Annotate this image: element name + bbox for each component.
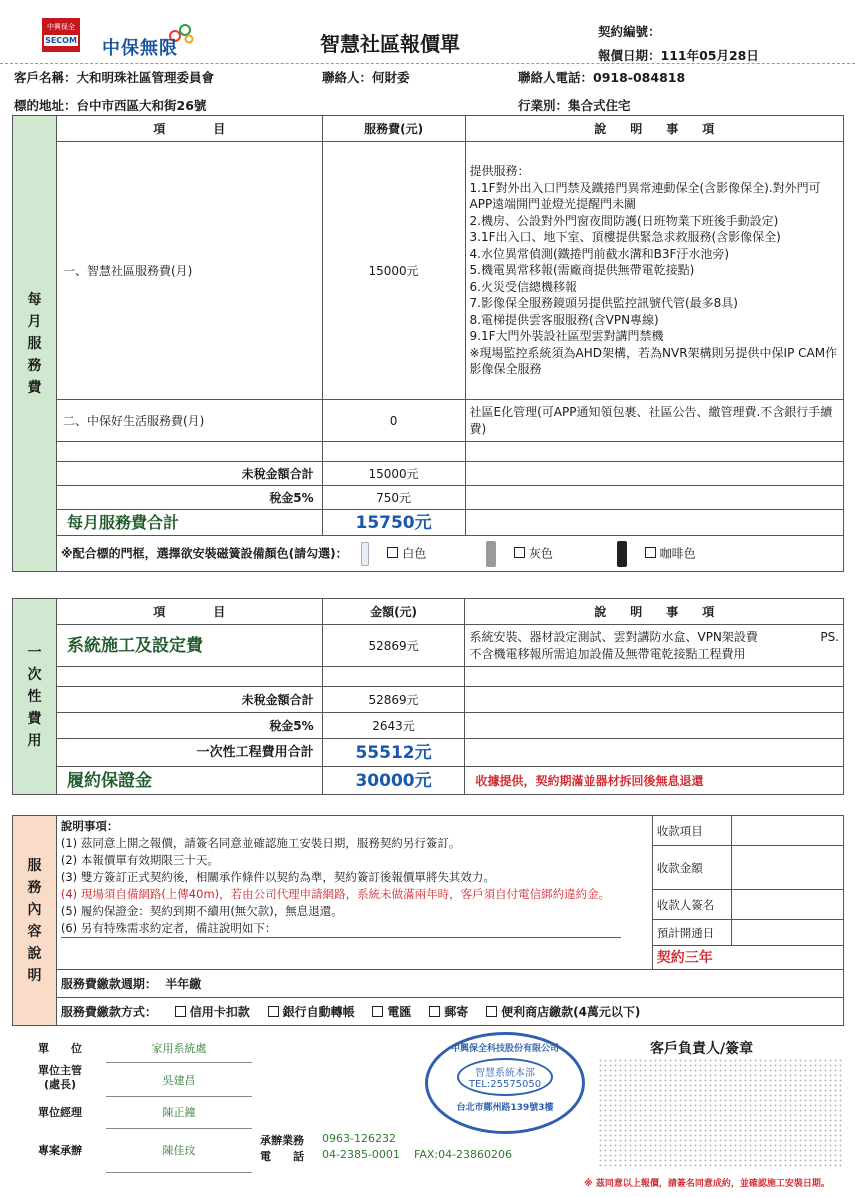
brown-sensor-icon xyxy=(617,541,627,567)
service-terms-table xyxy=(12,815,844,1026)
payment-period: 服務費繳款週期： 半年繳 xyxy=(56,970,843,998)
col-desc-header: 說 明 事 項 xyxy=(465,116,844,142)
good-life-fee: 0 xyxy=(322,400,465,442)
unit-manager-value: 陳正鐘 xyxy=(106,1104,252,1129)
white-sensor-icon xyxy=(361,542,369,566)
onetime-section-label: 一次性費用 xyxy=(13,599,57,795)
customer-name: 客戶名稱：大和明珠社區管理委員會 xyxy=(14,70,215,85)
col-item-header: 項 目 xyxy=(56,116,322,142)
monthly-fee-table xyxy=(12,115,844,572)
unit-value: 家用系統處 xyxy=(106,1040,252,1063)
deposit-amount: 30000元 xyxy=(322,767,465,795)
handler-value: 陳佳玟 xyxy=(106,1142,252,1173)
tel-value: 04-2385-0001 xyxy=(322,1148,400,1161)
contract-number-label: 契約編號： xyxy=(598,24,661,39)
industry-type: 行業別：集合式住宅 xyxy=(518,98,631,113)
customer-sign-title: 客戶負責人/簽章 xyxy=(650,1041,754,1057)
unit-manager-label: 單位經理 xyxy=(38,1106,82,1119)
receipt-signer-field[interactable] xyxy=(732,890,844,920)
monthly-tax: 750元 xyxy=(322,486,465,510)
contact-person: 聯絡人：何財委 xyxy=(322,70,410,85)
payment-method: 服務費繳款方式： 信用卡扣款 銀行自動轉帳 電匯 郵寄 便利商店繳款(4萬元以下) xyxy=(56,998,843,1026)
monthly-subtotal: 15000元 xyxy=(322,462,465,486)
smart-community-fee: 15000元 xyxy=(322,142,465,400)
site-address: 標的地址：台中市西區大和街26號 xyxy=(14,98,207,113)
footer-note: ※ 茲同意以上報價，請簽名同意成約，並確認施工安裝日期。 xyxy=(584,1179,830,1189)
deposit-label: 履約保證金 xyxy=(56,767,322,795)
receipt-signer-label: 收款人簽名 xyxy=(652,890,732,920)
onetime-subtotal: 52869元 xyxy=(322,687,465,713)
monthly-tax-label: 稅金5% xyxy=(56,486,322,510)
door-color-prompt: ※配合標的門框，選擇欲安裝磁簧設備顏色(請勾選)： xyxy=(60,546,348,560)
monthly-total-label: 每月服務費合計 xyxy=(56,510,322,536)
brown-checkbox[interactable] xyxy=(645,547,656,558)
onetime-col-fee: 金額(元) xyxy=(322,599,465,625)
service-section-label: 服務內容說明 xyxy=(13,816,57,1026)
gray-checkbox[interactable] xyxy=(514,547,525,558)
onetime-col-item: 項 目 xyxy=(56,599,322,625)
service-notes: 說明事項： (1) 茲同意上開之報價，請簽名同意並確認施工安裝日期，服務契約另行簽訂。 (2) 本報價單有效期限三十天。 (3) 雙方簽訂正式契約後，相關承作條件以契約為準，契約簽訂後報價單將失其效力。 (4) 現場須自備網路(上傳40m)，若由公司代理申請網路，系統未做滿兩年時，客戶須自付電信綁約違約金。 (5) 履約保證金：契約到期不續用(無欠款)，無息退還。 (6) 另有特殊需求約定者，備註說明如下： xyxy=(56,816,652,970)
unit-label: 單 位 xyxy=(38,1042,82,1055)
onetime-col-desc: 說 明 事 項 xyxy=(465,599,844,625)
manager-value: 吳建昌 xyxy=(106,1072,252,1097)
handler-label: 專案承辦 xyxy=(38,1144,82,1157)
fax-value: FAX:04-23860206 xyxy=(414,1148,513,1161)
good-life-fee-item: 二、中保好生活服務費(月) xyxy=(56,400,322,442)
deposit-note: 收據提供，契約期滿並器材拆回後無息退還 xyxy=(465,767,844,795)
header-divider xyxy=(0,63,855,64)
install-fee-desc: 系統安裝、器材設定測試、雲對講防水盒、VPN架設費 PS. 不含機電移報所需追加設備及無帶電乾接點工程費用 xyxy=(465,625,844,667)
brand-name: 中保無限 xyxy=(102,38,178,59)
receipt-item-label: 收款項目 xyxy=(652,816,732,846)
install-fee-item: 系統施工及設定費 xyxy=(56,625,322,667)
quote-date: 報價日期：111年05月28日 xyxy=(598,48,759,63)
convenience-store-checkbox[interactable] xyxy=(486,1006,497,1017)
monthly-subtotal-label: 未稅金額合計 xyxy=(56,462,322,486)
bank-transfer-checkbox[interactable] xyxy=(268,1006,279,1017)
brown-label: 咖啡色 xyxy=(659,546,696,560)
business-label: 承辦業務 xyxy=(260,1134,304,1147)
receipt-item-field[interactable] xyxy=(732,816,844,846)
col-fee-header: 服務費(元) xyxy=(322,116,465,142)
receipt-amount-field[interactable] xyxy=(732,846,844,890)
customer-sign-area[interactable] xyxy=(598,1058,842,1168)
onetime-subtotal-label: 未稅金額合計 xyxy=(56,687,322,713)
expected-open-field[interactable] xyxy=(732,920,844,946)
manager-label: 單位主管 (處長) xyxy=(38,1064,82,1091)
white-checkbox[interactable] xyxy=(387,547,398,558)
contract-term: 契約三年 xyxy=(652,946,843,970)
logo-secom-text: SECOM xyxy=(45,36,77,45)
monthly-section-label: 每月服務費 xyxy=(13,116,57,572)
page-title: 智慧社區報價單 xyxy=(320,32,460,56)
onetime-fee-table xyxy=(12,598,844,795)
company-seal: 中興保全科技股份有限公司 智慧系統本部 TEL:25575050 台北市鄭州路139號3樓 xyxy=(425,1032,585,1134)
onetime-tax-label: 稅金5% xyxy=(56,713,322,739)
onetime-total-label: 一次性工程費用合計 xyxy=(56,739,322,767)
door-color-selector xyxy=(56,536,843,572)
smart-community-desc: 提供服務： 1.1F對外出入口門禁及鐵捲門異常連動保全(含影像保全).對外門可APP遠端開門並燈光提醒門未關 2.機房、公設對外門窗夜間防護(日班物業下班後手動設定) 3.1F出入口、地下室、頂樓提供緊急求救服務(含影像保全) 4.水位異常偵測(鐵捲門前截水溝和B3F汙水池旁) 5.機電異常移報(需廠商提供無帶電乾接點) 6.火災受信總機移報 7.影像保全服務鏡頭另提供監控訊號代管(最多8具) 8.電梯提供雲客服服務(含VPN專線) 9.1F大門外裝設社區型雲對講門禁機 ※現場監控系統須為AHD架構，若為NVR架構則另提供中保IP CAM作影像保全服務 xyxy=(465,142,844,400)
onetime-tax: 2643元 xyxy=(322,713,465,739)
gray-label: 灰色 xyxy=(528,546,553,560)
white-label: 白色 xyxy=(402,546,427,560)
good-life-desc: 社區E化管理(可APP通知領包裹、社區公告、繳管理費.不含銀行手續費) xyxy=(465,400,844,442)
expected-open-label: 預計開通日 xyxy=(652,920,732,946)
credit-card-checkbox[interactable] xyxy=(175,1006,186,1017)
gray-sensor-icon xyxy=(486,541,496,567)
install-fee: 52869元 xyxy=(322,625,465,667)
onetime-total: 55512元 xyxy=(322,739,465,767)
wire-checkbox[interactable] xyxy=(372,1006,383,1017)
contact-phone: 聯絡人電話：0918-084818 xyxy=(518,70,686,85)
tel-label: 電 話 xyxy=(260,1150,304,1163)
logo-top-text: 中興保全 xyxy=(47,23,75,31)
receipt-amount-label: 收款金額 xyxy=(652,846,732,890)
smart-community-fee-item: 一、智慧社區服務費(月) xyxy=(56,142,322,400)
secom-logo xyxy=(42,18,80,52)
mail-checkbox[interactable] xyxy=(429,1006,440,1017)
business-phone: 0963-126232 xyxy=(322,1132,396,1145)
monthly-total: 15750元 xyxy=(322,510,465,536)
